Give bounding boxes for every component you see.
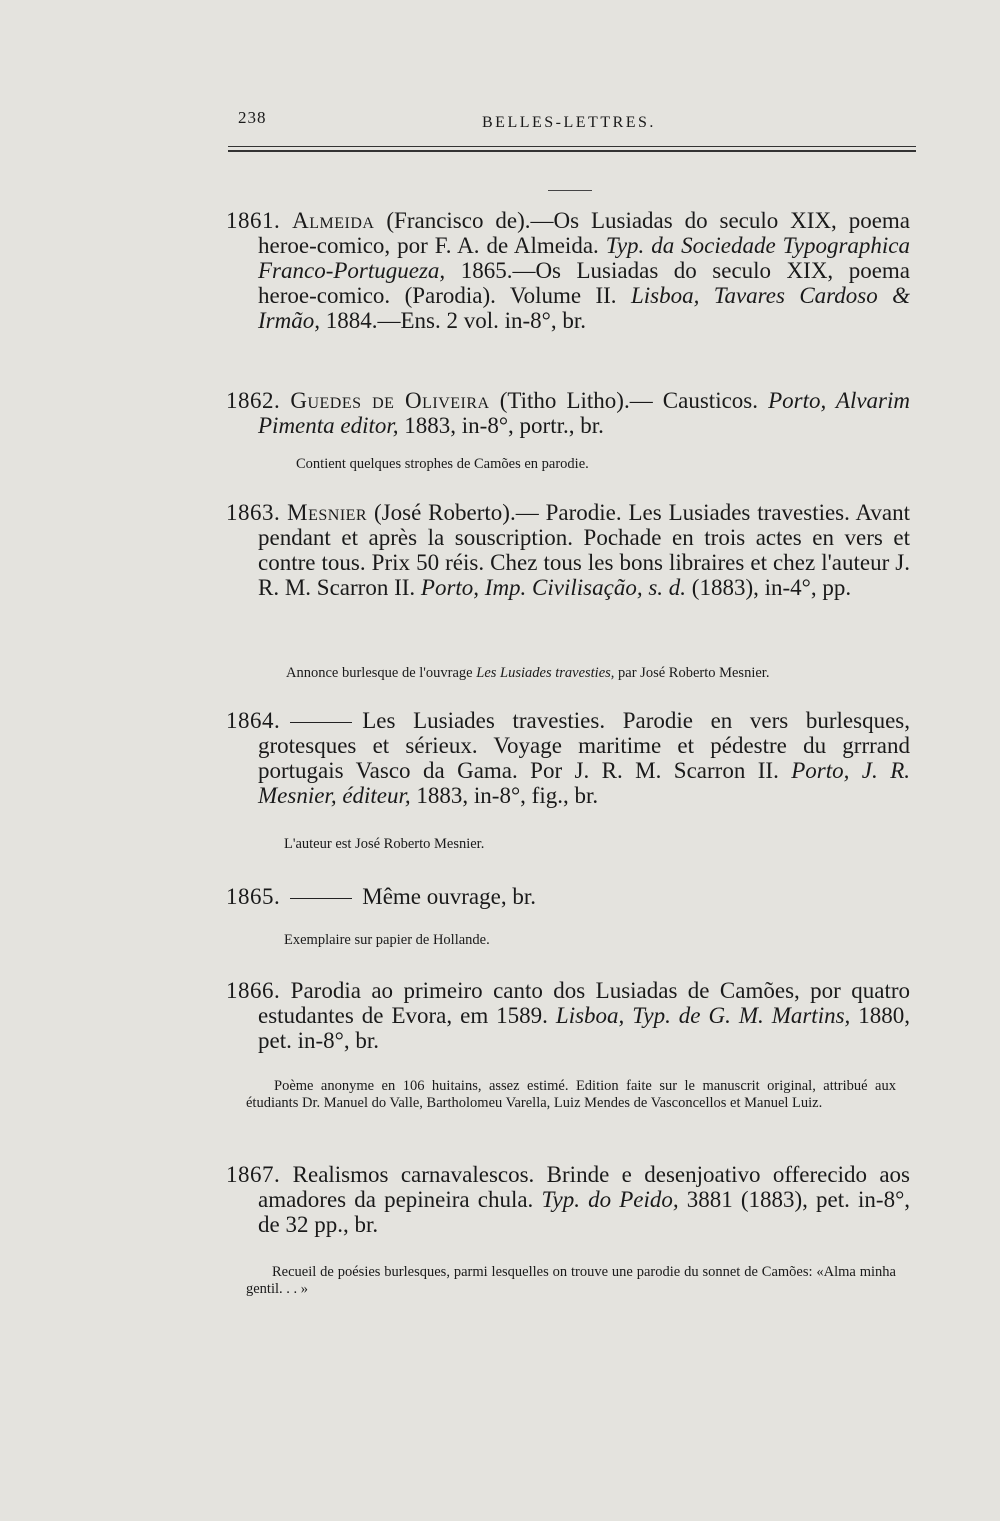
entry-note-pre: Annonce burlesque de l'ouvrage	[286, 665, 473, 681]
entry-imprint: Lisboa, Typ. de G. M. Martins,	[555, 1003, 851, 1028]
entry-number: 1862.	[226, 388, 281, 413]
entry-text: Même ouvrage, br.	[362, 884, 536, 909]
entry-1861	[226, 208, 910, 333]
entry-note: Exemplaire sur papier de Hollande.	[284, 932, 490, 948]
entry-note: Poème anonyme en 106 huitains, assez estimé. Edition faite sur le manuscrit original, attribué aux étudiants Dr. Manuel do Valle, Bartholomeu Varella, Luiz Mendes de Vasconcellos et Manuel Luiz.	[246, 1078, 896, 1111]
header-rule-thick	[228, 150, 916, 152]
page-number: 238	[238, 108, 267, 127]
entry-note: Recueil de poésies burlesques, parmi lesquelles on trouve une parodie du sonnet de Camões: «Alma minha gentil. . . »	[246, 1264, 896, 1297]
ditto-rule	[290, 722, 352, 723]
entry-text-2: 1883, in-8°, fig., br.	[416, 783, 599, 808]
entry-1866	[226, 978, 910, 1053]
entry-number: 1867.	[226, 1162, 281, 1187]
entry-author: Mesnier	[287, 500, 368, 525]
entry-author: Guedes de Oliveira	[290, 388, 490, 413]
entry-text: — Parodie. Les Lusiades travesties. Avant pendant et après la souscription. Pochade en trois actes en vers et contre tous. Prix 50 réis. Chez tous les bons libraires et chez l'auteur J. R. M. Scarron II.	[258, 500, 911, 600]
entry-text: Realismos carnavalescos. Brinde e desenjoativo offerecido aos amadores da pepineira chula.	[258, 1162, 911, 1212]
entry-text-2: 3881 (1883), pet. in-8°, de 32 pp., br.	[258, 1187, 911, 1237]
ditto-rule	[290, 898, 352, 899]
entry-note-post: par José Roberto Mesnier.	[618, 665, 770, 681]
entry-1864	[226, 708, 910, 808]
entry-1865	[226, 884, 910, 909]
entry-number: 1864.	[226, 708, 281, 733]
entry-text-2: 1865.—Os Lusiadas do seculo XIX, poema heroe-comico. (Parodia). Volume II.	[258, 258, 911, 308]
entry-author: Almeida	[292, 208, 375, 233]
entry-1867	[226, 1162, 910, 1237]
entry-number: 1863.	[226, 500, 281, 525]
entry-text: Les Lusiades travesties. Parodie en vers burlesques, grotesques et sérieux. Voyage maritime et pédestre du grrrand portugais Vasco da Gama. Por J. R. M. Scarron II.	[258, 708, 910, 783]
entry-imprint-2: Lisboa, Tavares Cardoso & Irmão,	[258, 283, 911, 333]
entry-1863	[226, 500, 910, 600]
entry-author-rest: (José Roberto).	[374, 500, 516, 525]
entry-1862	[226, 388, 910, 438]
entry-note: L'auteur est José Roberto Mesnier.	[284, 836, 485, 852]
entry-number: 1865.	[226, 884, 281, 909]
entry-number: 1866.	[226, 978, 281, 1003]
running-title: BELLES-LETTRES.	[482, 114, 656, 131]
entry-imprint: Porto, Imp. Civilisação, s. d.	[420, 575, 687, 600]
entry-imprint: Typ. da Sociedade Typographica Franco-Portugueza,	[258, 233, 910, 283]
entry-author-rest: (Francisco de).	[386, 208, 531, 233]
entry-text-3: 1884.—Ens. 2 vol. in-8°, br.	[325, 308, 587, 333]
entry-number: 1861.	[226, 208, 281, 233]
entry-text: —Os Lusiadas do seculo XIX, poema heroe-comico, por F. A. de Almeida.	[258, 208, 911, 258]
entry-note: Contient quelques strophes de Camões en parodie.	[296, 456, 589, 472]
entry-text-2: 1883, in-8°, portr., br.	[404, 413, 604, 438]
entry-imprint: Porto, J. R. Mesnier, éditeur,	[258, 758, 910, 808]
entry-note-title: Les Lusiades travesties,	[476, 665, 615, 681]
section-divider	[548, 190, 592, 191]
entry-imprint: Porto, Alvarim Pimenta editor,	[258, 388, 911, 438]
entry-text: Parodia ao primeiro canto dos Lusiadas de Camões, por quatro estudantes de Evora, em 1589.	[258, 978, 911, 1028]
header-rule	[228, 146, 916, 147]
page-header	[228, 108, 918, 152]
entry-note	[286, 665, 910, 682]
entry-imprint: Typ. do Peido,	[541, 1187, 679, 1212]
entry-text: — Causticos.	[629, 388, 758, 413]
entry-text-2: 1880, pet. in-8°, br.	[258, 1003, 911, 1053]
entry-text-2: (1883), in-4°, pp.	[691, 575, 852, 600]
entry-author-rest: (Titho Litho).	[499, 388, 630, 413]
